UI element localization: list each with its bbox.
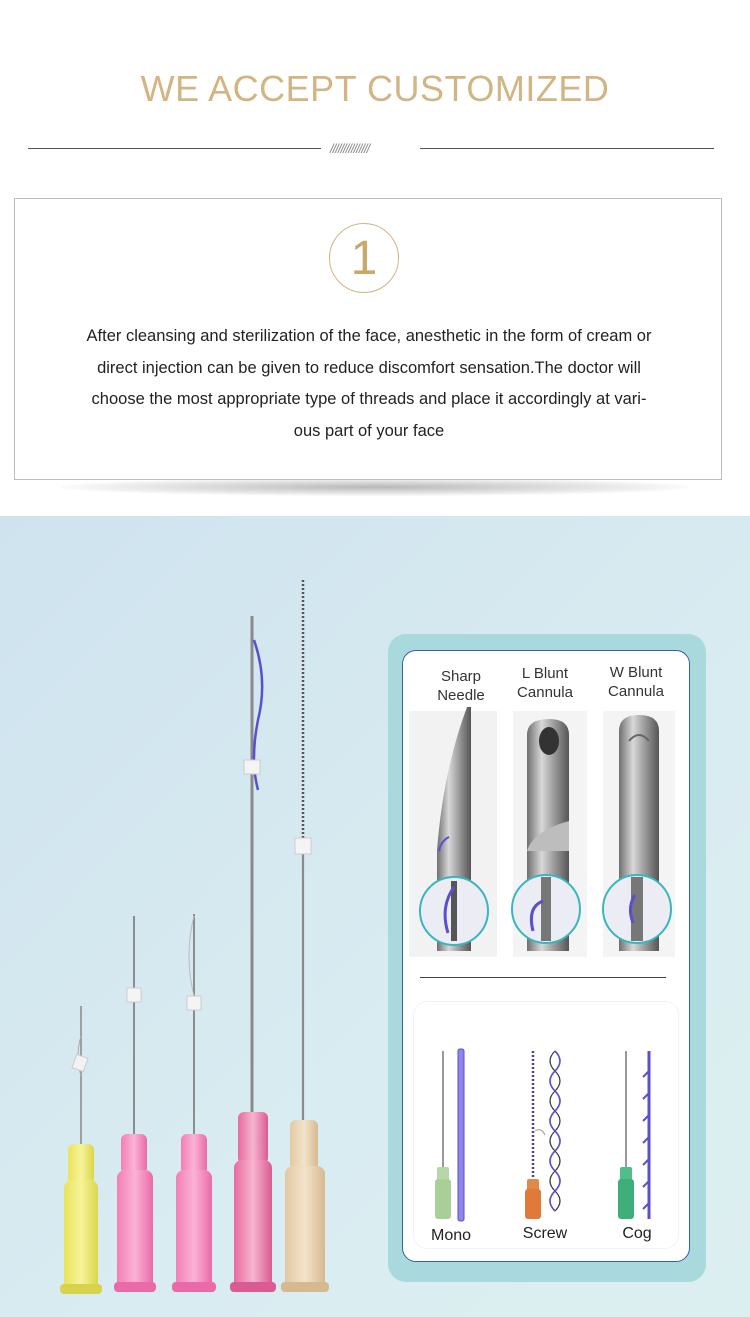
needle-yellow [60,1006,102,1294]
cog-thread [618,1051,649,1219]
divider-ornament: /////////////// [330,141,370,156]
needle-beige-long [281,580,329,1292]
tip-types-panel [388,634,706,1282]
needle-pink-2 [172,914,216,1292]
needle-magenta-long [230,616,276,1292]
product-section [0,516,750,1317]
thread-types-illustration [413,1001,679,1249]
tip-label-sharp-needle: Sharp Needle [437,668,485,704]
screw-thread [525,1051,560,1219]
tip-closeups [403,651,691,971]
sharp-needle-magnifier [420,877,488,945]
w-blunt-magnifier [603,875,671,943]
thread-label-mono: Mono [430,1227,472,1244]
mono-thread [435,1049,464,1221]
divider-right [420,148,714,149]
thread-label-screw: Screw [522,1225,568,1242]
needles-illustration [0,516,380,1317]
thread-types-card [413,1001,679,1249]
step-number-badge: 1 [329,223,399,293]
l-blunt-magnifier [512,875,580,943]
step-card [14,198,722,480]
panel-divider [420,977,666,978]
step-description: After cleansing and sterilization of the face, anesthetic in the form of cream or direct injection can be given to reduce discomfort sensation.The doctor will choose the most appropriate type of threads and place it accordingly at vari- ous part of your face [86,327,652,440]
tip-label-l-blunt-cannula: L Blunt Cannula [517,665,573,701]
divider-left [28,148,321,149]
page-title: WE ACCEPT CUSTOMIZED [140,68,610,109]
tip-label-w-blunt-cannula: W Blunt Cannula [608,664,664,700]
needle-pink-1 [114,916,156,1292]
tip-types-card [402,650,690,1262]
thread-label-cog: Cog [622,1225,652,1242]
card-shadow [60,478,690,496]
